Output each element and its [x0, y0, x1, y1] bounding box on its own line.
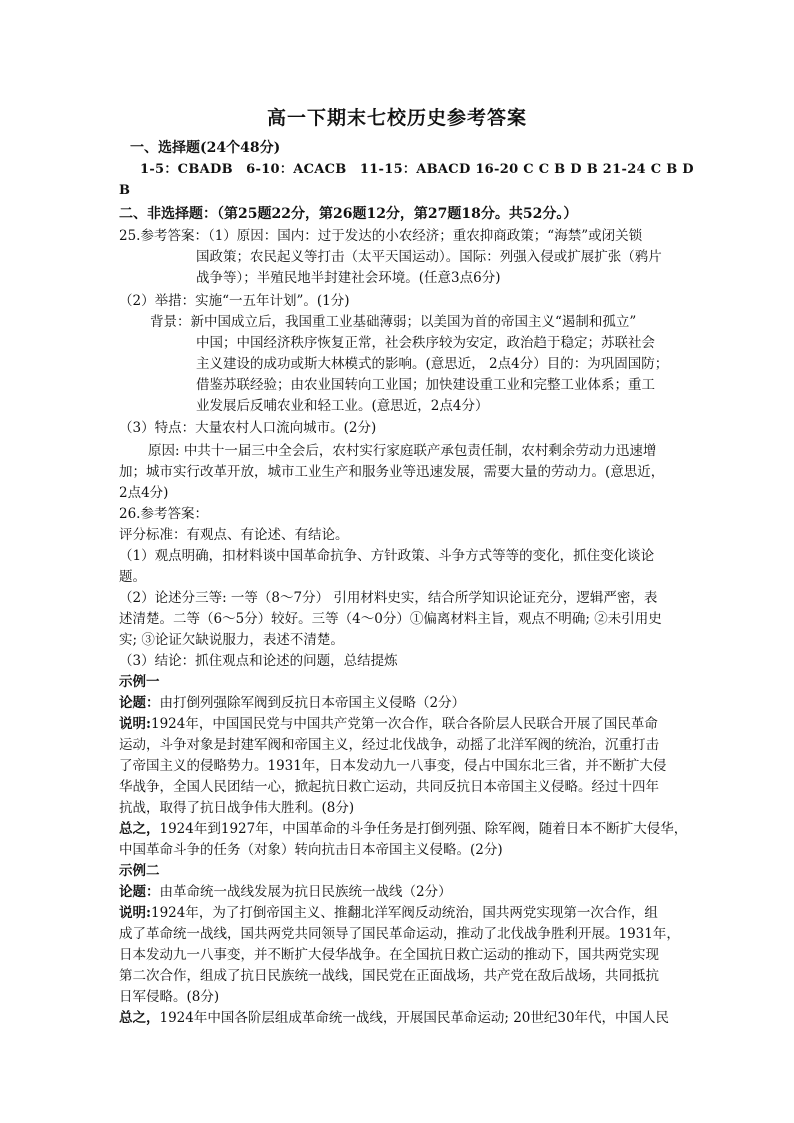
summary-text: 1924年到1927年，中国革命的斗争任务是打倒列强、除军阀，随着日本不断扩大侵华，: [159, 821, 688, 837]
q25-line: （3）特点：大量农村人口流向城市。(2分): [119, 420, 377, 436]
explain-text: 1924年，为了打倒帝国主义、推翻北洋军阀反动统治，国共两党实现第一次合作，组: [150, 905, 658, 921]
q26-line: 实; ③论证欠缺说服力，表述不清楚。: [119, 632, 344, 648]
q26-line: 题。: [119, 569, 146, 585]
mc-answers-line1: 1-5：CBADB 6-10：ACACB 11-15：ABACD 16-20 C C B D B 21-24 C B D: [140, 162, 694, 177]
example2-topic: [119, 882, 452, 902]
example2-line: 第二次合作，组成了抗日民族统一战线，国民党在正面战场，共产党在敌后战场，共同抵抗: [119, 968, 659, 984]
example1-summary: [119, 819, 687, 839]
explain-text: 1924年，中国国民党与中国共产党第一次合作，联合各阶层人民联合开展了国民革命: [150, 716, 658, 732]
section1-heading: 一、选择题(24个48分): [130, 140, 281, 156]
q25-line: 中国；中国经济秩序恢复正常，社会秩序较为安定，政治趋于稳定；苏联社会: [196, 335, 655, 351]
q25-line: 背景：新中国成立后，我国重工业基础薄弱；以美国为首的帝国主义“遏制和孤立”: [150, 314, 637, 330]
q25-line: （2）举措：实施“一五年计划”。(1分): [119, 293, 350, 309]
example1-line: 了帝国主义的侵略势力。1931年，日本发动九一八事变，侵占中国东北三省，并不断扩大侵: [119, 758, 667, 774]
explain-label: 说明:: [119, 716, 151, 732]
example2-line: 日军侵略。(8分): [119, 989, 220, 1005]
summary-label: 总之，: [119, 1010, 160, 1026]
q25-line: 主义建设的成功或斯大林模式的影响。(意思近， 2点4分）目的：为巩固国防；: [196, 356, 669, 372]
example2-heading: 示例二: [119, 863, 160, 879]
q25-line: 加；城市实行改革开放，城市工业生产和服务业等迅速发展，需要大量的劳动力。(意思近，: [119, 464, 665, 480]
example1-explain: [119, 714, 658, 734]
mc-answers-line2: B: [119, 183, 130, 198]
q25-line: 战争等）；半殖民地半封建社会环境。(任意3点6分): [196, 270, 501, 286]
example1-line: 华战争，全国人民团结一心，掀起抗日救亡运动，共同反抗日本帝国主义侵略。经过十四年: [119, 779, 659, 795]
q26-line: 评分标准：有观点、有论述、有结论。: [119, 527, 349, 543]
summary-text: 1924年中国各阶层组成革命统一战线，开展国民革命运动; 20世纪30年代，中国人民: [159, 1010, 670, 1026]
example1-topic: [119, 693, 465, 713]
q26-line: （2）论述分三等: 一等（8〜7分） 引用材料史实，结合所学知识论证充分，逻辑严密，表: [119, 590, 658, 606]
q25-line: 2点4分): [119, 485, 169, 501]
explain-label: 说明:: [119, 905, 151, 921]
topic-text: 由打倒列强除军阀到反抗日本帝国主义侵略（2分）: [159, 695, 466, 711]
page-title: 高一下期末七校历史参考答案: [266, 107, 527, 129]
example2-line: 日本发动九一八事变，并不断扩大侵华战争。在全国抗日救亡运动的推动下，国共两党实现: [119, 947, 659, 963]
q26-line: 26.参考答案：: [119, 506, 208, 522]
example1-line: 中国革命斗争的任务（对象）转向抗击日本帝国主义侵略。(2分): [119, 842, 503, 858]
example1-heading: 示例一: [119, 674, 160, 690]
section2-heading: 二、非选择题：（第25题22分，第26题12分，第27题18分。共52分。）: [119, 206, 578, 222]
q25-line: 借鉴苏联经验；由农业国转向工业国；加快建设重工业和完整工业体系；重工: [196, 377, 655, 393]
q25-line: 原因: 中共十一届三中全会后，农村实行家庭联产承包责任制，农村剩余劳动力迅速增: [148, 443, 657, 459]
topic-label: 论题：: [119, 695, 160, 711]
summary-label: 总之，: [119, 821, 160, 837]
q26-line: （1）观点明确，扣材料谈中国革命抗争、方针政策、斗争方式等等的变化，抓住变化谈论: [119, 548, 655, 564]
q25-line: 25.参考答案：（1）原因：国内：过于发达的小农经济；重农抑商政策；“海禁”或闭关锁: [119, 228, 643, 244]
q26-line: （3）结论：抓住观点和论述的问题，总结提炼: [119, 653, 398, 669]
example2-explain: [119, 903, 658, 923]
example1-line: 运动，斗争对象是封建军阀和帝国主义，经过北伐战争，动摇了北洋军阀的统治，沉重打击: [119, 737, 659, 753]
q25-line: 国政策；农民起义等打击（太平天国运动）。国际：列强入侵或扩展扩张（鸦片: [196, 249, 662, 265]
q25-line: 业发展后反哺农业和轻工业。(意思近，2点4分）: [196, 398, 489, 414]
q26-line: 述清楚。二等（6〜5分）较好。三等（4〜0分）①偏离材料主旨，观点不明确; ②未引用史: [119, 611, 662, 627]
example1-line: 抗战，取得了抗日战争伟大胜利。(8分): [119, 800, 355, 816]
topic-label: 论题：: [119, 884, 160, 900]
example2-line: 成了革命统一战线，国共两党共同领导了国民革命运动，推动了北伐战争胜利开展。1931年，: [119, 926, 680, 942]
example2-summary: [119, 1008, 669, 1028]
topic-text: 由革命统一战线发展为抗日民族统一战线（2分）: [159, 884, 452, 900]
